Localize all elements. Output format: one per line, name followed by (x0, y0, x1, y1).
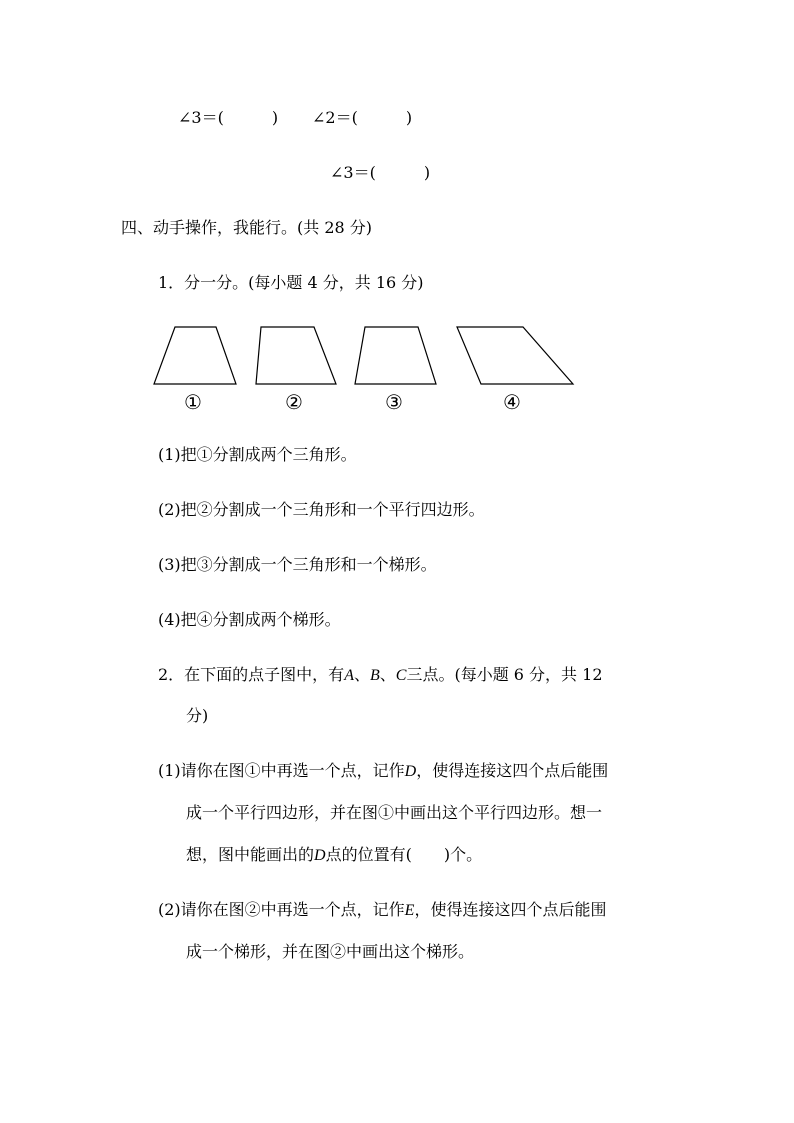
question-2-title-cont: 分) (186, 706, 209, 725)
q1-item-2: (2)把②分割成一个三角形和一个平行四边形。 (158, 500, 485, 519)
q2-sub2-suffix: ，使得连接这四个点后能围 (414, 900, 607, 919)
q2-title-suffix: 三点。(每小题 6 分，共 12 (406, 665, 603, 684)
angle-2-blank: ∠2＝( ) (312, 108, 413, 127)
point-C-label: C (395, 667, 407, 684)
point-A-label: A (344, 667, 354, 684)
shape-1-trapezoid (154, 327, 236, 384)
shape-4-parallelogram (457, 327, 573, 384)
point-E-label: E (404, 902, 415, 919)
q1-item-3: (3)把③分割成一个三角形和一个梯形。 (158, 555, 437, 574)
q2-sub1-line3-suffix: 点的位置有( )个。 (325, 845, 483, 864)
section-heading: 四、动手操作，我能行。(共 28 分) (121, 218, 373, 237)
q2-sub1-suffix: ，使得连接这四个点后能围 (416, 761, 609, 780)
question-1-title: 1．分一分。(每小题 4 分，共 16 分) (158, 273, 424, 292)
q2-sub2-line1 (158, 900, 606, 921)
q2-sub1-line1 (158, 761, 608, 782)
q2-sub1-prefix: (1)请你在图①中再选一个点，记作 (158, 761, 405, 780)
angle-3-blank: ∠3＝( ) (178, 108, 279, 127)
question-2-title (158, 665, 603, 686)
q2-sep-2: 、 (379, 665, 396, 684)
shape-3-trapezoid (355, 327, 436, 384)
shape-label-4: ④ (503, 390, 521, 414)
q2-sub1-line2: 成一个平行四边形，并在图①中画出这个平行四边形。想一 (186, 803, 603, 822)
q2-sub1-line3-prefix: 想，图中能画出的 (186, 845, 315, 864)
q2-sub1-line3 (186, 845, 482, 866)
shape-2-trapezoid (256, 327, 336, 384)
shape-label-3: ③ (385, 390, 403, 414)
shape-label-2: ② (285, 390, 303, 414)
q2-sep-1: 、 (353, 665, 370, 684)
q2-sub2-prefix: (2)请你在图②中再选一个点，记作 (158, 900, 405, 919)
angle-3-blank-second: ∠3＝( ) (330, 163, 431, 182)
q2-sub2-line2: 成一个梯形，并在图②中画出这个梯形。 (186, 942, 475, 961)
point-B-label: B (369, 667, 380, 684)
q2-title-prefix: 2．在下面的点子图中，有 (158, 665, 345, 684)
q1-item-1: (1)把①分割成两个三角形。 (158, 445, 357, 464)
point-D-label: D (404, 763, 417, 780)
point-D-label-2: D (314, 847, 326, 864)
shape-label-1: ① (184, 390, 202, 414)
q1-item-4: (4)把④分割成两个梯形。 (158, 610, 341, 629)
